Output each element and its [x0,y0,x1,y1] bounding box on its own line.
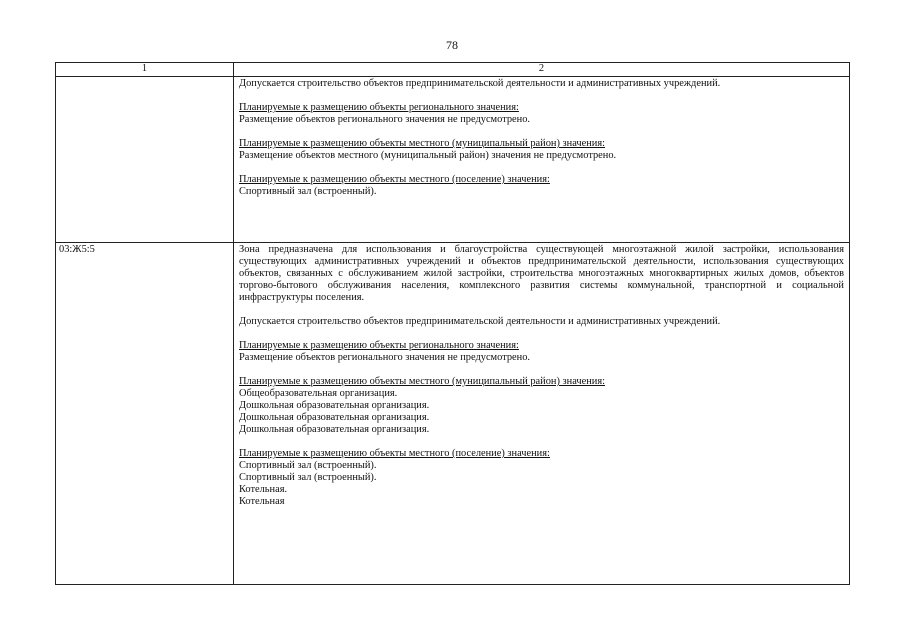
table-row [56,77,850,243]
settlement-objects-item: Котельная. [239,484,288,495]
zone-description-cell [234,77,850,243]
zone-code-cell: 03:Ж5:5 [56,243,234,585]
allowed-construction-text: Допускается строительство объектов предпринимательской деятельности и административных учреждений. [239,316,721,327]
page-number: 78 [446,38,458,52]
regional-objects-heading: Планируемые к размещению объекты регионального значения: [239,340,519,351]
settlement-objects-item: Спортивный зал (встроенный). [239,186,377,197]
allowed-construction-text: Допускается строительство объектов предпринимательской деятельности и административных учреждений. [239,78,721,89]
settlement-objects-heading: Планируемые к размещению объекты местного (поселение) значения: [239,448,550,459]
settlement-objects-heading: Планируемые к размещению объекты местного (поселение) значения: [239,174,550,185]
regional-objects-item: Размещение объектов регионального значения не предусмотрено. [239,114,531,125]
regional-objects-item: Размещение объектов регионального значения не предусмотрено. [239,352,531,363]
municipal-district-objects-item: Общеобразовательная организация. [239,388,398,399]
municipal-district-objects-item: Дошкольная образовательная организация. [239,400,430,411]
regional-objects-heading: Планируемые к размещению объекты регионального значения: [239,102,519,113]
municipal-district-objects-item: Дошкольная образовательная организация. [239,412,430,423]
settlement-objects-item: Спортивный зал (встроенный). [239,460,377,471]
municipal-district-objects-heading: Планируемые к размещению объекты местного (муниципальный район) значения: [239,376,606,387]
table-row [56,243,850,585]
municipal-district-objects-heading: Планируемые к размещению объекты местного (муниципальный район) значения: [239,138,606,149]
municipal-district-objects-item: Дошкольная образовательная организация. [239,424,430,435]
table-header-row [56,63,850,77]
zones-table [55,62,850,585]
settlement-objects-item: Котельная [239,496,285,507]
municipal-district-objects-item: Размещение объектов местного (муниципальный район) значения не предусмотрено. [239,150,617,161]
settlement-objects-item: Спортивный зал (встроенный). [239,472,377,483]
zone-purpose-paragraph: Зона предназначена для использования и благоустройства существующей многоэтажной жилой застройки, использования существующих административных учреждений и объектов предпринимательской деятельности, использования существующих объектов, связанных с обслуживанием жилой застройки, строительства многоэтажных многоквартирных жилых домов, объектов торгово-бытового обслуживания населения, комплексного развития системы коммунальной, транспортной и социальной инфраструктуры поселения. [239,244,844,303]
zone-description-cell [234,243,850,585]
zone-code-cell [56,77,234,243]
column-header-1: 1 [56,63,234,77]
column-header-2: 2 [234,63,850,77]
